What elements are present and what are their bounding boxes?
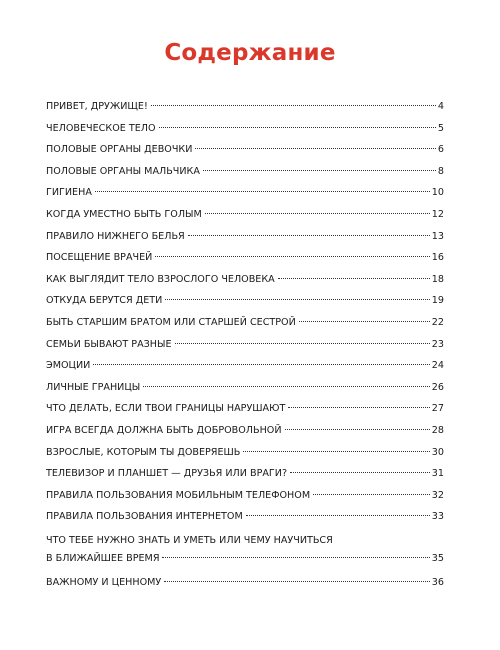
- toc-entry-page: 24: [431, 360, 444, 372]
- toc-entry-page: 5: [437, 122, 444, 134]
- toc-entry-label: ВАЖНОМУ И ЦЕННОМУ: [46, 576, 162, 588]
- toc-entry-line2: [46, 550, 444, 568]
- dot-leader: [151, 105, 436, 106]
- toc-entry-label: ЭМОЦИИ: [46, 360, 91, 372]
- toc-entry-page: 13: [431, 230, 444, 242]
- dot-leader: [93, 364, 429, 365]
- toc-entry-label-line2: В БЛИЖАЙШЕЕ ВРЕМЯ: [46, 552, 160, 564]
- toc-entry[interactable]: [46, 485, 444, 507]
- toc-entry-page: 30: [431, 446, 444, 458]
- dot-leader: [195, 148, 435, 149]
- dot-leader: [288, 407, 429, 408]
- dot-leader: [313, 494, 430, 495]
- toc-entry-label: ОТКУДА БЕРУТСЯ ДЕТИ: [46, 295, 163, 307]
- dot-leader: [155, 256, 429, 257]
- toc-entry-label: ПРАВИЛА ПОЛЬЗОВАНИЯ ИНТЕРНЕТОМ: [46, 511, 243, 523]
- toc-entry[interactable]: [46, 96, 444, 118]
- toc-entry[interactable]: [46, 377, 444, 399]
- toc-entry-page: 16: [431, 252, 444, 264]
- toc-entry[interactable]: [46, 182, 444, 204]
- dot-leader: [243, 451, 429, 452]
- toc-entry[interactable]: [46, 463, 444, 485]
- toc-entry-label-line1: ЧТО ТЕБЕ НУЖНО ЗНАТЬ И УМЕТЬ ИЛИ ЧЕМУ НАУЧИТЬСЯ: [46, 534, 333, 546]
- dot-leader: [188, 235, 430, 236]
- toc-entry-label: ПРИВЕТ, ДРУЖИЩЕ!: [46, 101, 148, 112]
- toc-entry[interactable]: [46, 312, 444, 334]
- toc-entry-label: ПОЛОВЫЕ ОРГАНЫ ДЕВОЧКИ: [46, 144, 193, 156]
- dot-leader: [95, 191, 430, 192]
- dot-leader: [290, 472, 430, 473]
- toc-entry-label: ВЗРОСЛЫЕ, КОТОРЫМ ТЫ ДОВЕРЯЕШЬ: [46, 446, 241, 458]
- toc-entry-page: 32: [431, 489, 444, 501]
- toc-entry-page: 27: [431, 403, 444, 415]
- toc-entry-label: ГИГИЕНА: [46, 187, 92, 199]
- toc-entry[interactable]: [46, 204, 444, 226]
- toc-entry-label: ИГРА ВСЕГДА ДОЛЖНА БЫТЬ ДОБРОВОЛЬНОЙ: [46, 424, 282, 436]
- dot-leader: [159, 127, 436, 128]
- toc-entry-label: ПОСЕЩЕНИЕ ВРАЧЕЙ: [46, 252, 153, 264]
- toc-entry-multiline[interactable]: [46, 528, 444, 572]
- toc-entry-page: 10: [431, 187, 444, 199]
- dot-leader: [299, 321, 430, 322]
- toc-entry-page: 8: [437, 165, 444, 177]
- page-title: Содержание: [164, 40, 336, 66]
- toc-entry[interactable]: [46, 290, 444, 312]
- toc-entry[interactable]: [46, 269, 444, 291]
- dot-leader: [143, 386, 430, 387]
- toc-entry[interactable]: [46, 420, 444, 442]
- toc-entry-page: 12: [431, 208, 444, 220]
- dot-leader: [246, 515, 430, 516]
- toc-entry-label: СЕМЬИ БЫВАЮТ РАЗНЫЕ: [46, 338, 172, 350]
- dot-leader: [285, 429, 430, 430]
- toc-entry-label: БЫТЬ СТАРШИМ БРАТОМ ИЛИ СТАРШЕЙ СЕСТРОЙ: [46, 316, 296, 328]
- toc-entry-label: КОГДА УМЕСТНО БЫТЬ ГОЛЫМ: [46, 208, 202, 220]
- toc-entry-page: 31: [431, 468, 444, 480]
- dot-leader: [165, 299, 429, 300]
- toc-entry[interactable]: [46, 161, 444, 183]
- toc-entry-label: ПРАВИЛА ПОЛЬЗОВАНИЯ МОБИЛЬНЫМ ТЕЛЕФОНОМ: [46, 489, 311, 501]
- toc-entry-page: 6: [437, 144, 444, 156]
- toc-entry-page: 23: [431, 338, 444, 350]
- toc-entry-page: 22: [431, 316, 444, 328]
- dot-leader: [205, 213, 430, 214]
- toc-entry[interactable]: [46, 398, 444, 420]
- toc-entry[interactable]: [46, 226, 444, 248]
- dot-leader: [278, 278, 430, 279]
- toc-entry[interactable]: [46, 506, 444, 528]
- dot-leader: [164, 581, 430, 582]
- toc-entry-page: 19: [431, 295, 444, 307]
- toc-entry-label: ЧЕЛОВЕЧЕСКОЕ ТЕЛО: [46, 122, 156, 134]
- toc-entry[interactable]: [46, 334, 444, 356]
- toc-entry-label: ПРАВИЛО НИЖНЕГО БЕЛЬЯ: [46, 230, 185, 242]
- toc-entry-page: 36: [431, 576, 444, 588]
- dot-leader: [162, 557, 429, 558]
- toc-entry-page: 35: [431, 552, 444, 564]
- dot-leader: [203, 170, 436, 171]
- toc-entry-page: 18: [431, 273, 444, 285]
- toc-entry-page: 4: [437, 101, 444, 112]
- toc-entry-label: ТЕЛЕВИЗОР И ПЛАНШЕТ — ДРУЗЬЯ ИЛИ ВРАГИ?: [46, 468, 288, 480]
- toc-entry-label: ЧТО ДЕЛАТЬ, ЕСЛИ ТВОИ ГРАНИЦЫ НАРУШАЮТ: [46, 403, 286, 415]
- toc-entry-page: 33: [431, 511, 444, 523]
- toc-entry-label: ПОЛОВЫЕ ОРГАНЫ МАЛЬЧИКА: [46, 165, 200, 177]
- toc-entry[interactable]: [46, 355, 444, 377]
- toc-entry[interactable]: [46, 118, 444, 140]
- toc-entry[interactable]: [46, 442, 444, 464]
- toc-entry[interactable]: [46, 247, 444, 269]
- toc-entry[interactable]: [46, 139, 444, 161]
- toc-entry-label: КАК ВЫГЛЯДИТ ТЕЛО ВЗРОСЛОГО ЧЕЛОВЕКА: [46, 273, 275, 285]
- toc-entry-label: ЛИЧНЫЕ ГРАНИЦЫ: [46, 381, 141, 393]
- toc-entry-page: 26: [431, 381, 444, 393]
- table-of-contents: [46, 96, 444, 593]
- toc-entry-page: 28: [431, 424, 444, 436]
- toc-entry[interactable]: [46, 572, 444, 594]
- dot-leader: [175, 343, 430, 344]
